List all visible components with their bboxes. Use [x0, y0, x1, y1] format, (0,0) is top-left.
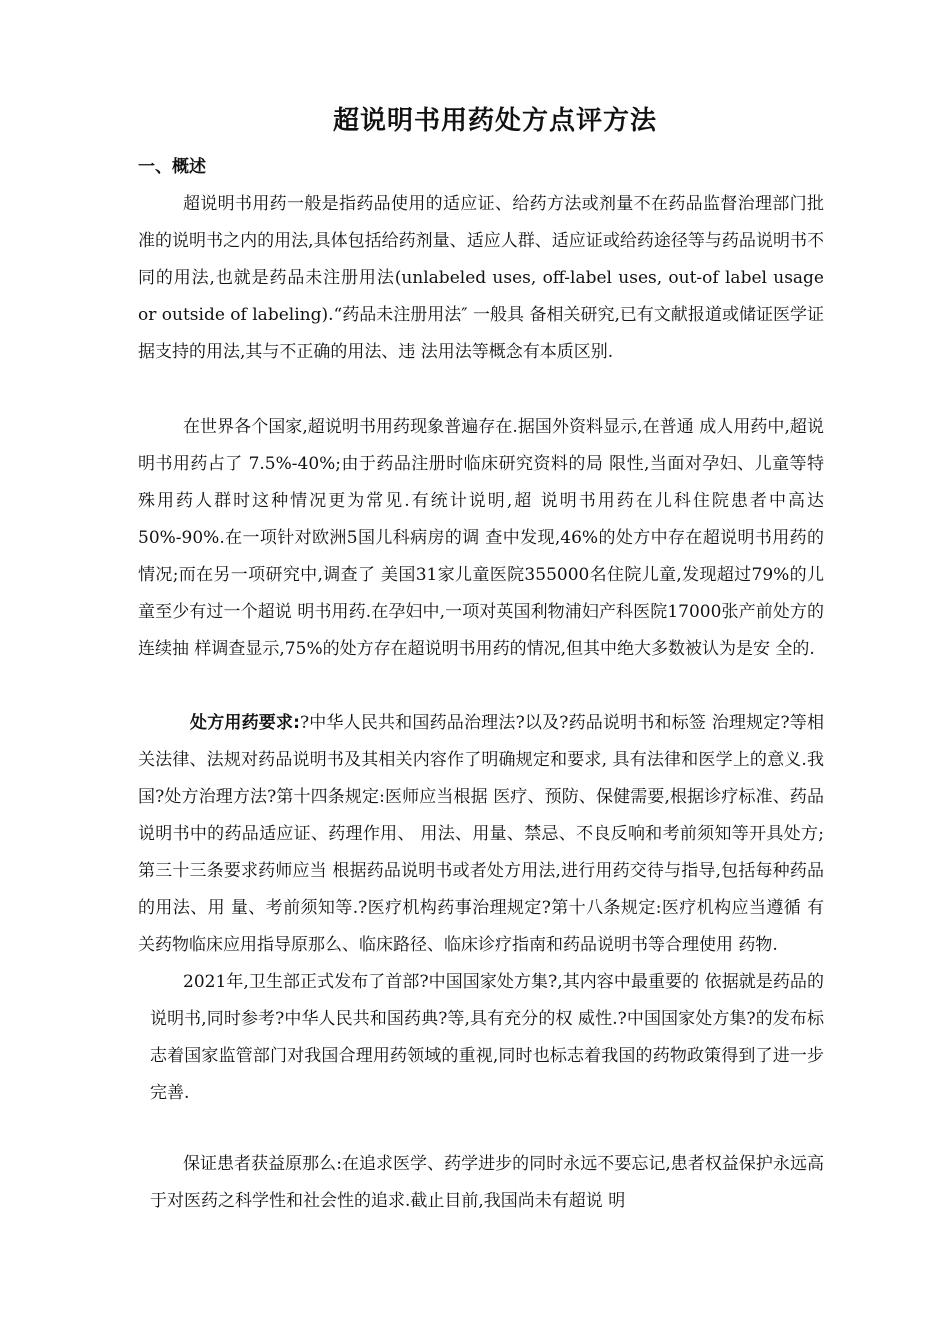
paragraph-statistics: 在世界各个国家,超说明书用药现象普遍存在.据国外资料显示,在普通 成人用药中,超说明书用药占了 7.5%-40%;由于药品注册时临床研究资料的局 限性,当面对孕妇、儿童等特殊用药人群时这种情况更为常见.有统计说明,超 说明书用药在儿科住院患者中高达50%-90%.在一项针对欧洲5国儿科病房的调 查中发现,46%的处方中存在超说明书用药的情况;而在另一项研究中,调查了 美国31家儿童医院355000名住院儿童,发现超过79%的儿童至少有过一个超说 明书用药.在孕妇中,一项对英国利物浦妇产科医院17000张产前处方的连续抽 样调查显示,75%的处方存在超说明书用药的情况,但其中绝大多数被认为是安 全的. — [138, 417, 825, 659]
paragraph-overview: 超说明书用药一般是指药品使用的适应证、给药方法或剂量不在药品监督治理部门批准的说明书之内的用法,具体包括给药剂量、适应人群、适应证或给药途径等与药品说明书不同的用法,也就是药品未注册用法(unlabeled uses, off-label uses, out-of label usage or outside of labeling).“药品未注册用法″ 一般具 备相关研究,已有文献报道或储证医学证据支持的用法,其与不正确的用法、违 法用法等概念有本质区别. — [138, 194, 824, 362]
paragraph-national-formulary: 2021年,卫生部正式发布了首部?中国国家处方集?,其内容中最重要的 依据就是药品的说明书,同时参考?中华人民共和国药典?等,具有充分的权 威性.?中国国家处方集?的发布标志着国家监管部门对我国合理用药领域的重视,同时也标志着我国的药物政策得到了进一步完善. — [150, 972, 824, 1103]
document-title: 超说明书用药处方点评方法 — [332, 106, 657, 136]
section-heading: 一、概述 — [138, 157, 206, 177]
prescription-requirements-lead: 处方用药要求: — [190, 713, 300, 733]
paragraph-prescription-requirements — [138, 705, 824, 964]
prescription-requirements-text: ?中华人民共和国药品治理法?以及?药品说明书和标签 治理规定?等相关法律、法规对药品说明书及其相关内容作了明确规定和要求, 具有法律和医学上的意义.我国?处方治理方法?第十四条规定:医师应当根据 医疗、预防、保健需要,根据诊疗标准、药品说明书中的药品适应证、药理作用、 用法、用量、禁忌、不良反响和考前须知等开具处方;第三十三条要求药师应当 根据药品说明书或者处方用法,进行用药交待与指导,包括每种药品的用法、用 量、考前须知等.?医疗机构药事治理规定?第十八条规定:医疗机构应当遵循 有关药物临床应用指导原那么、临床路径、临床诊疗指南和药品说明书等合理使用 药物. — [138, 713, 824, 955]
paragraph-patient-benefit: 保证患者获益原那么:在追求医学、药学进步的同时永远不要忘记,患者权益保护永远高于对医药之科学性和社会性的追求.截止目前,我国尚未有超说 明 — [150, 1154, 824, 1211]
